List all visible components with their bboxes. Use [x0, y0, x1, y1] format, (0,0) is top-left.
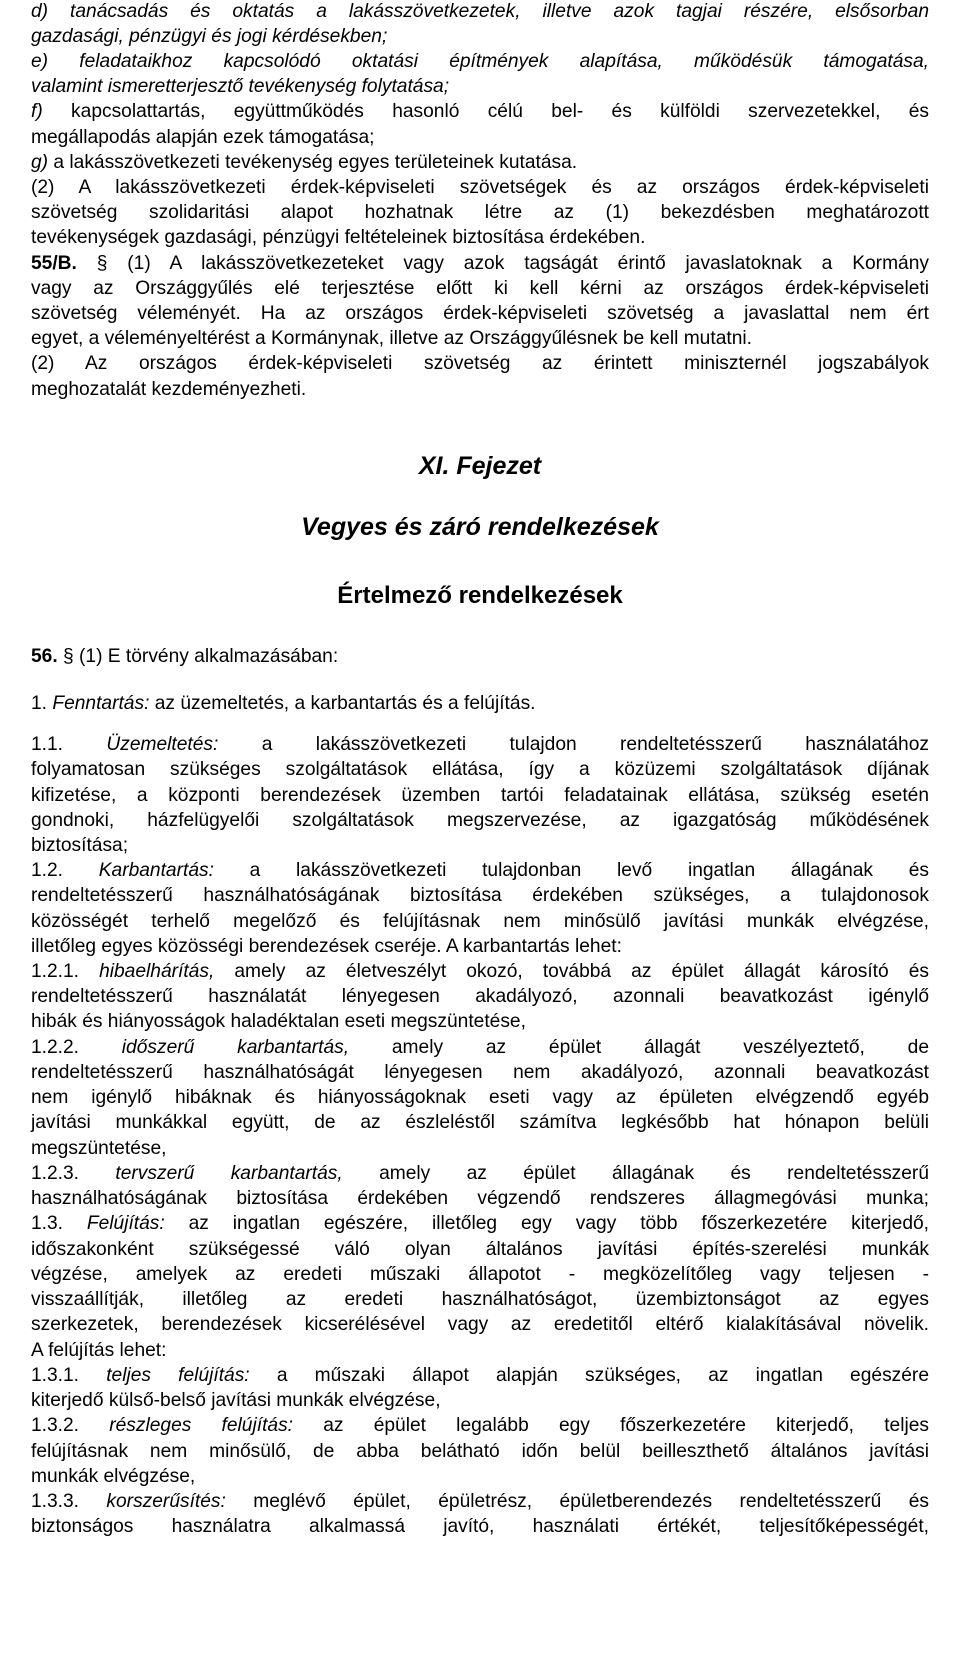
text-line	[31, 935, 929, 960]
text-line	[31, 1440, 929, 1465]
italic-text: Felújítás:	[86, 1213, 165, 1234]
text-line	[31, 176, 929, 201]
text-line	[31, 1137, 929, 1162]
text-run: folyamatosan szükséges szolgáltatások ellátása, így a közüzemi szolgáltatások díjának	[31, 759, 929, 780]
text-run: § (1) E törvény alkalmazásában:	[57, 646, 339, 667]
text-run: vagy az Országgyűlés elé terjesztése előtt ki kell kérni az országos érdek-képviseleti	[31, 278, 929, 299]
text-line	[31, 1111, 929, 1136]
text-run: § (1) A lakásszövetkezeteket vagy azok tagságát érintő javaslatoknak a Kormány	[76, 253, 929, 274]
bold-text: 55/B.	[31, 253, 77, 274]
text-line	[31, 960, 929, 985]
text-line	[31, 1187, 929, 1212]
text-run: 1.3.1.	[31, 1365, 107, 1386]
text-run: 1.2.3.	[31, 1163, 116, 1184]
text-line	[31, 302, 929, 327]
text-run: szövetség szolidaritási alapot hozhatnak létre az (1) bekezdésben meghatározott	[31, 202, 929, 223]
italic-text: korszerűsítés:	[106, 1491, 226, 1512]
text-run: 1.2.2.	[31, 1037, 122, 1058]
text-line	[31, 859, 929, 884]
text-run: felújításnak nem minősülő, de abba belátható időn belül beilleszthető általános javítási	[31, 1441, 929, 1462]
text-run: gondnoki, házfelügyelői szolgáltatások megszervezése, az igazgatóság működésének	[31, 810, 929, 831]
text-line	[31, 75, 929, 100]
text-line	[31, 910, 929, 935]
text-line	[31, 1086, 929, 1111]
text-line	[31, 327, 929, 352]
text-line	[31, 1364, 929, 1389]
italic-text: Fenntartás:	[52, 693, 150, 714]
text-line	[31, 0, 929, 25]
text-run: 1.2.1.	[31, 961, 100, 982]
italic-text: Üzemeltetés:	[106, 734, 219, 755]
text-line	[31, 1162, 929, 1187]
text-line	[31, 1389, 929, 1414]
text-line	[31, 809, 929, 834]
text-line	[31, 50, 929, 75]
text-line	[31, 1465, 929, 1490]
text-line	[31, 1414, 929, 1439]
text-line	[31, 834, 929, 859]
text-run: visszaállítják, illetőleg az eredeti használhatóságot, üzembiztonságot az egyes	[31, 1289, 929, 1310]
bold-text: 56.	[31, 646, 58, 667]
text-line	[31, 1288, 929, 1313]
italic-text: d) tanácsadás és oktatás a lakásszövetkezetek, illetve azok tagjai részére, elsősorban	[31, 1, 929, 22]
text-run: a műszaki állapot alapján szükséges, az ingatlan egészére	[249, 1365, 929, 1386]
text-run: munkák elvégzése,	[31, 1466, 196, 1487]
italic-text: Karbantartás:	[98, 860, 214, 881]
chapter-title: Vegyes és záró rendelkezések	[301, 513, 659, 541]
text-line	[31, 226, 929, 251]
italic-text: valamint ismeretterjesztő tevékenység folytatása;	[31, 76, 450, 97]
chapter-heading: XI. Fejezet	[418, 452, 542, 480]
text-run: az épület legalább egy főszerkezetére kiterjedő, teljes	[293, 1415, 930, 1436]
text-run: az ingatlan egészére, illetőleg egy vagy több főszerkezetére kiterjedő,	[164, 1213, 929, 1234]
text-line	[31, 100, 929, 125]
text-line	[31, 1313, 929, 1338]
text-run: amely az életveszélyt okozó, továbbá az épület állagát károsító és	[214, 961, 930, 982]
text-run: nem igénylő hibáknak és hiányosságoknak eseti vagy az épületen elvégzendő egyéb	[31, 1087, 929, 1108]
text-run: 1.3.3.	[31, 1491, 107, 1512]
text-run: rendeltetésszerű használhatóságát lényegesen nem akadályozó, azonnali beavatkozást	[31, 1062, 929, 1083]
text-line	[31, 784, 929, 809]
text-run: használhatóságának biztosítása érdekében végzendő rendszeres állagmegóvási munka;	[31, 1188, 929, 1209]
text-line	[31, 1339, 929, 1364]
text-run: kiterjedő külső-belső javítási munkák elvégzése,	[31, 1390, 441, 1411]
section-subtitle: Értelmező rendelkezések	[337, 582, 623, 609]
text-run: 1.3.	[31, 1213, 87, 1234]
text-line	[31, 1515, 929, 1540]
text-run: 1.1.	[31, 734, 107, 755]
text-run: megállapodás alapján ezek támogatása;	[31, 127, 375, 148]
text-line	[31, 252, 929, 277]
text-line	[31, 985, 929, 1010]
text-run: rendeltetésszerű használatát lényegesen akadályozó, azonnali beavatkozást igénylő	[31, 986, 929, 1007]
italic-text: g)	[31, 152, 49, 173]
text-run: egyet, a véleményeltérést a Kormánynak, illetve az Országgyűlésnek be kell mutatni.	[31, 328, 752, 349]
text-line	[31, 378, 929, 403]
text-line	[31, 758, 929, 783]
text-run: amely az épület állagát veszélyeztető, de	[349, 1037, 929, 1058]
text-run: rendeltetésszerű használhatóságának biztosítása érdekében szükséges, a tulajdonosok	[31, 885, 929, 906]
text-run: biztonságos használatra alkalmassá javító, használati értékét, teljesítőképességét,	[31, 1516, 929, 1537]
text-run: szerkezetek, berendezések kicserélésével vagy az eredetitől eltérő kialakításával növelik.	[31, 1314, 929, 1335]
text-line	[31, 25, 929, 50]
text-run: A felújítás lehet:	[31, 1340, 167, 1361]
text-run: biztosítása;	[31, 835, 129, 856]
text-run: javítási munkákkal együtt, de az észleléstől számítva legkésőbb hat hónapon belüli	[31, 1112, 929, 1133]
text-run: a lakásszövetkezeti tulajdonban levő ingatlan állagának és	[213, 860, 929, 881]
text-line	[31, 1263, 929, 1288]
text-run: meglévő épület, épületrész, épületberendezés rendeltetésszerű és	[225, 1491, 929, 1512]
italic-text: f)	[31, 101, 43, 122]
text-run: amely az épület állagának és rendeltetésszerű	[342, 1163, 929, 1184]
text-run: hibák és hiányosságok haladéktalan eseti megszüntetése,	[31, 1011, 526, 1032]
italic-text: tervszerű karbantartás,	[115, 1163, 343, 1184]
italic-text: részleges felújítás:	[109, 1415, 294, 1436]
italic-text: hibaelhárítás,	[99, 961, 215, 982]
text-line	[31, 692, 929, 717]
text-run: megszüntetése,	[31, 1138, 167, 1159]
text-run: 1.3.2.	[31, 1415, 110, 1436]
text-run: 1.2.	[31, 860, 99, 881]
text-run: közösségét terhelő megelőző és felújításnak nem minősülő javítási munkák elvégzése,	[31, 911, 929, 932]
text-line	[31, 1238, 929, 1263]
text-line	[31, 645, 929, 670]
italic-text: időszerű karbantartás,	[121, 1037, 350, 1058]
text-run: végzése, amelyek az eredeti műszaki állapotot - megközelítőleg vagy teljesen -	[31, 1264, 929, 1285]
text-line	[31, 151, 929, 176]
text-run: meghozatalát kezdeményezheti.	[31, 379, 307, 400]
text-run: a lakásszövetkezeti tevékenység egyes területeinek kutatása.	[48, 152, 578, 173]
text-run: szövetség véleményét. Ha az országos érdek-képviseleti szövetség a javaslattal nem ért	[31, 303, 929, 324]
text-line	[31, 277, 929, 302]
text-line	[31, 352, 929, 377]
text-run: tevékenységek gazdasági, pénzügyi feltételeinek biztosítása érdekében.	[31, 227, 646, 248]
text-run: az üzemeltetés, a karbantartás és a felújítás.	[149, 693, 536, 714]
italic-text: teljes felújítás:	[106, 1365, 250, 1386]
text-line	[31, 1490, 929, 1515]
italic-text: gazdasági, pénzügyi és jogi kérdésekben;	[31, 26, 388, 47]
text-line	[31, 1036, 929, 1061]
text-line	[31, 1061, 929, 1086]
text-line	[31, 733, 929, 758]
text-line	[31, 884, 929, 909]
text-run: (2) A lakásszövetkezeti érdek-képviseleti szövetségek és az országos érdek-képviseleti	[31, 177, 929, 198]
text-run: időszakonként szükségessé váló olyan általános javítási építés-szerelési munkák	[31, 1239, 929, 1260]
text-run: illetőleg egyes közösségi berendezések cseréje. A karbantartás lehet:	[31, 936, 622, 957]
italic-text: e) feladataikhoz kapcsolódó oktatási építmények alapítása, működésük támogatása,	[31, 51, 929, 72]
text-run: kifizetése, a központi berendezések üzemben tartói feladatainak ellátása, szükség esetén	[31, 785, 929, 806]
text-line	[31, 126, 929, 151]
text-run: kapcsolattartás, együttműködés hasonló célú bel- és külföldi szervezetekkel, és	[42, 101, 929, 122]
text-run: 1.	[31, 693, 53, 714]
text-line	[31, 1212, 929, 1237]
text-run: (2) Az országos érdek-képviseleti szövetség az érintett miniszternél jogszabályok	[31, 353, 929, 374]
text-run: a lakásszövetkezeti tulajdon rendeltetésszerű használatához	[218, 734, 929, 755]
text-line	[31, 201, 929, 226]
text-line	[31, 1010, 929, 1035]
